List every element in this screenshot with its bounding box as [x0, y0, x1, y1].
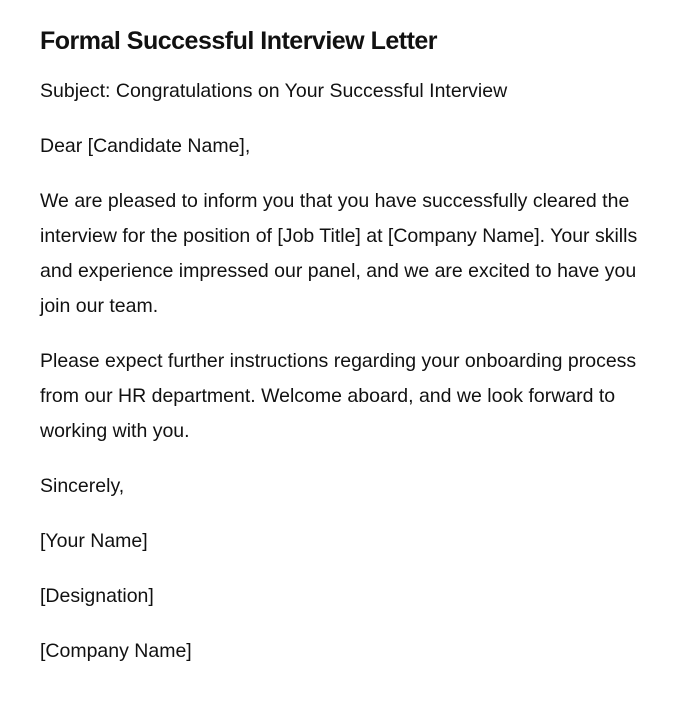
body-paragraph-2: Please expect further instructions regarding your onboarding process from our HR department. Welcome aboard, and we look forward to working with you. — [40, 350, 637, 442]
subject-line: Subject: Congratulations on Your Successful Interview — [40, 80, 508, 102]
signer-designation: [Designation] — [40, 585, 154, 607]
body-paragraph-1: We are pleased to inform you that you have successfully cleared the interview for the position of [Job Title] at [Company Name]. Your skills and experience impressed our panel, and we are excited to have you join our team. — [40, 190, 638, 317]
signer-company: [Company Name] — [40, 640, 192, 662]
letter-title: Formal Successful Interview Letter — [40, 27, 438, 55]
signer-name: [Your Name] — [40, 530, 148, 552]
letter — [40, 24, 650, 689]
greeting: Dear [Candidate Name], — [40, 135, 251, 157]
closing: Sincerely, — [40, 475, 125, 497]
